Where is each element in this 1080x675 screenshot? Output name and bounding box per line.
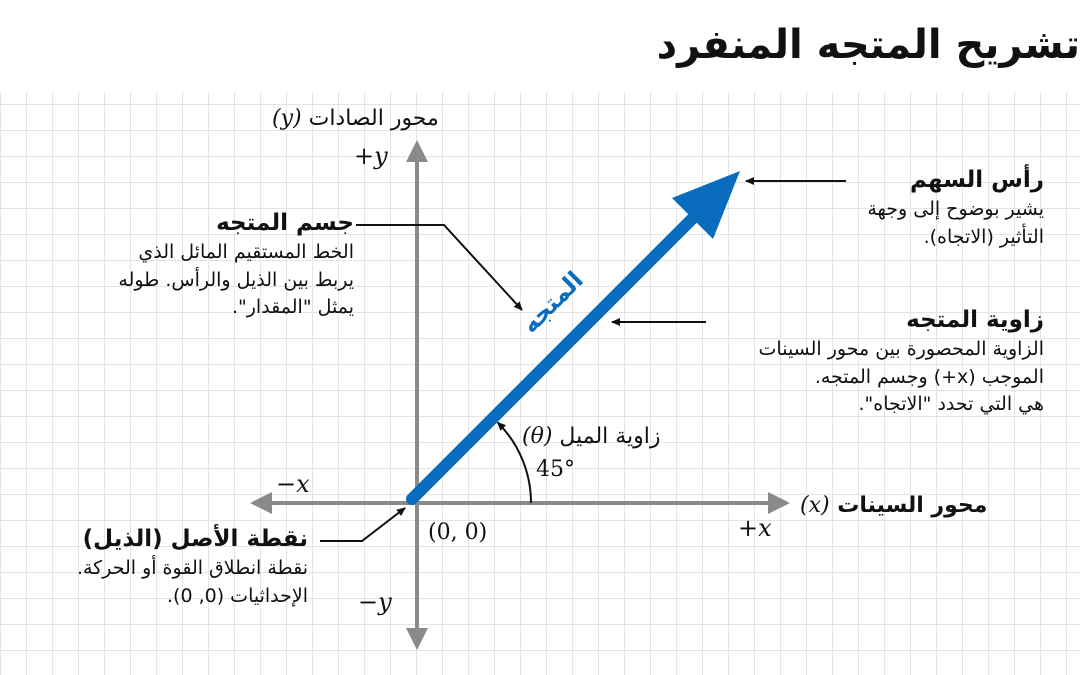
head-callout	[867, 165, 1044, 251]
origin-callout	[77, 524, 308, 610]
origin-coordinates: (0, 0)	[428, 520, 488, 545]
minus-y-label: −y	[358, 588, 392, 616]
vector-angle-callout-line: الموجب (x+) وجسم المتجه.	[814, 365, 1044, 388]
body-callout-line: الخط المستقيم المائل الذي	[138, 241, 354, 264]
body-callout-title: جسم المتجه	[216, 210, 354, 236]
body-leader-line	[356, 225, 522, 310]
x-axis-name: محور السينات	[837, 493, 988, 518]
y-axis-label	[272, 104, 439, 134]
origin-leader-line	[320, 508, 405, 541]
x-axis-negative-arrow	[250, 492, 272, 514]
plus-x-label: +x	[738, 514, 772, 542]
body-callout-text	[118, 239, 354, 322]
vector-angle-callout-line: هي التي تحدد "الاتجاه".	[858, 393, 1044, 416]
minus-x-label: −x	[276, 470, 310, 498]
vector-angle-callout	[759, 305, 1044, 419]
x-axis-variable: (x)	[800, 493, 830, 518]
angle-value: 45°	[536, 457, 575, 482]
origin-callout-text	[77, 555, 308, 610]
y-axis-positive-arrow	[406, 140, 428, 162]
head-callout-title: رأس السهم	[909, 167, 1044, 193]
tilt-angle-label	[522, 422, 661, 452]
body-callout	[118, 208, 354, 322]
y-axis-name: محور الصادات	[308, 106, 439, 131]
head-callout-line: التأثير (الاتجاه).	[923, 225, 1044, 248]
head-callout-line: يشير بوضوح إلى وجهة	[867, 198, 1044, 221]
body-callout-line: يربط بين الذيل والرأس. طوله	[118, 268, 354, 291]
page-title: تشريح المتجه المنفرد	[656, 22, 1080, 68]
head-callout-text	[867, 196, 1044, 251]
vector-angle-callout-title: زاوية المتجه	[906, 307, 1044, 333]
body-callout-line: يمثل "المقدار".	[231, 296, 354, 319]
x-axis-label	[800, 491, 987, 521]
x-axis-positive-arrow	[768, 492, 790, 514]
y-axis-negative-arrow	[406, 628, 428, 650]
y-axis-variable: (y)	[272, 106, 302, 131]
vector-angle-callout-text	[759, 336, 1044, 419]
origin-callout-line: نقطة انطلاق القوة أو الحركة.	[76, 557, 308, 580]
tilt-angle-name: زاوية الميل	[559, 424, 661, 449]
plus-y-label: +y	[354, 142, 388, 170]
vector-angle-callout-line: الزاوية المحصورة بين محور السينات	[758, 338, 1044, 361]
theta-symbol: (θ)	[522, 424, 553, 449]
origin-callout-line: الإحداثيات (0, 0).	[167, 584, 308, 607]
vector-label: المتجه	[515, 265, 589, 339]
origin-callout-title: نقطة الأصل (الذيل)	[82, 526, 308, 552]
